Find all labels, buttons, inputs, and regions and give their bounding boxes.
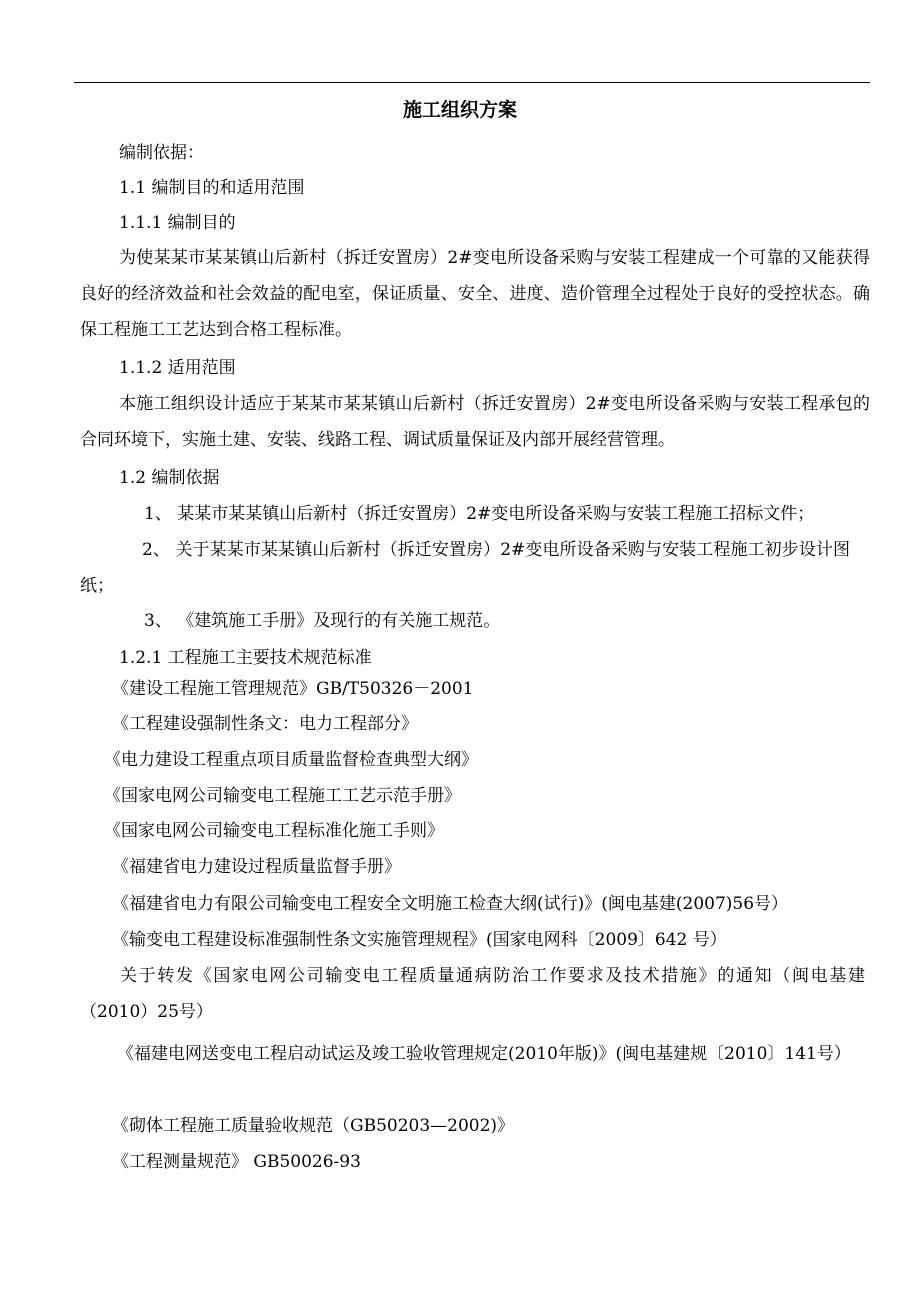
- standard-item: 《电力建设工程重点项目质量监督检查典型大纲》: [104, 750, 478, 770]
- standard-item: 《砌体工程施工质量验收规范（GB50203—2002)》: [112, 1116, 515, 1136]
- page-title: 施工组织方案: [402, 99, 517, 121]
- scope-paragraph: 本施工组织设计适应于某某市某某镇山后新村（拆迁安置房）2#变电所设备采购与安装工程承包的合同环境下，实施土建、安装、线路工程、调试质量保证及内部开展经营管理。: [80, 394, 870, 450]
- standard-item: 关于转发《国家电网公司输变电工程质量通病防治工作要求及技术措施》的通知（闽电基建（2010）25号）: [80, 966, 865, 1022]
- section-1-2-heading: 1.2 编制依据: [119, 468, 220, 488]
- basis-item-3: 3、 《建筑施工手册》及现行的有关施工规范。: [144, 611, 501, 631]
- standard-item: 《工程测量规范》 GB50026-93: [112, 1152, 361, 1172]
- section-1-1-2-heading: 1.1.2 适用范围: [119, 358, 236, 378]
- purpose-paragraph: 为使某某市某某镇山后新村（拆迁安置房）2#变电所设备采购与安装工程建成一个可靠的又能获得良好的经济效益和社会效益的配电室，保证质量、安全、进度、造价管理全过程处于良好的受控状态。确保工程施工工艺达到合格工程标准。: [80, 248, 870, 340]
- standard-item: 《国家电网公司输变电工程标准化施工手则》: [104, 821, 444, 841]
- section-1-2-1-heading: 1.2.1 工程施工主要技术规范标准: [119, 648, 372, 668]
- standard-item: 《福建省电力建设过程质量监督手册》: [112, 857, 401, 877]
- header-rule: [74, 82, 870, 83]
- basis-heading: 编制依据：: [119, 143, 204, 163]
- basis-item-2: 2、 关于某某市某某镇山后新村（拆迁安置房）2#变电所设备采购与安装工程施工初步设计图纸；: [80, 540, 850, 596]
- standard-item: 《福建电网送变电工程启动试运及竣工验收管理规定(2010年版)》(闽电基建规〔2010〕141号）: [117, 1044, 851, 1064]
- section-1-1-heading: 1.1 编制目的和适用范围: [119, 178, 305, 198]
- section-1-1-1-heading: 1.1.1 编制目的: [119, 213, 236, 233]
- standard-item: 《工程建设强制性条文：电力工程部分》: [112, 714, 418, 734]
- standard-item: 《输变电工程建设标准强制性条文实施管理规程》(国家电网科〔2009〕642 号）: [112, 930, 727, 950]
- basis-item-1: 1、 某某市某某镇山后新村（拆迁安置房）2#变电所设备采购与安装工程施工招标文件；: [144, 504, 815, 524]
- standard-item: 《国家电网公司输变电工程施工工艺示范手册》: [104, 786, 461, 806]
- standard-item: 《建设工程施工管理规范》GB/T50326－2001: [112, 679, 474, 699]
- standard-item: 《福建省电力有限公司输变电工程安全文明施工检查大纲(试行)》(闽电基建(2007)56号）: [112, 894, 789, 914]
